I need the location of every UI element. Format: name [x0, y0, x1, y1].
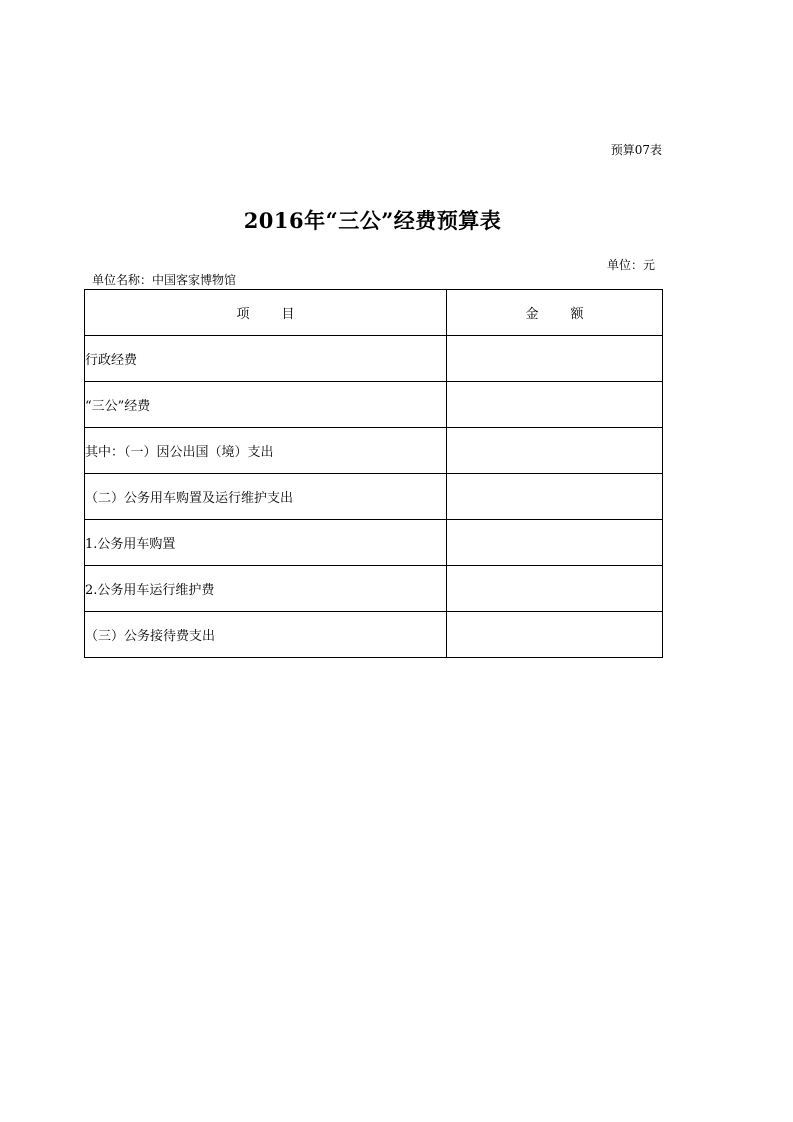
organization-name: 单位名称：中国客家博物馆 — [92, 273, 237, 287]
amount-header-char-1: 金 — [525, 307, 539, 322]
item-header-char-2: 目 — [281, 307, 295, 322]
table-row — [85, 428, 663, 474]
page-title: 2016年“三公”经费预算表 — [243, 208, 502, 233]
form-number: 预算07表 — [610, 143, 662, 157]
table-row — [85, 382, 663, 428]
row-item-vehicle-maintenance: 2.公务用车运行维护费 — [85, 566, 447, 612]
row-item-official-vehicles: （二）公务用车购置及运行维护支出 — [85, 474, 447, 520]
row-item-official-reception: （三）公务接待费支出 — [85, 612, 447, 658]
row-item-overseas-travel: 其中：（一）因公出国（境）支出 — [85, 428, 447, 474]
row-item-administrative-expenses: 行政经费 — [85, 336, 447, 382]
item-column-header — [85, 290, 447, 336]
row-amount-vehicle-maintenance — [447, 566, 663, 612]
item-header-char-1: 项 — [236, 307, 250, 322]
table-row — [85, 474, 663, 520]
amount-column-header — [447, 290, 663, 336]
table-row — [85, 566, 663, 612]
row-amount-three-public-expenses — [447, 382, 663, 428]
row-item-three-public-expenses: “三公”经费 — [85, 382, 447, 428]
row-amount-overseas-travel — [447, 428, 663, 474]
budget-table — [84, 289, 663, 658]
table-row — [85, 520, 663, 566]
row-amount-official-vehicles — [447, 474, 663, 520]
table-row — [85, 612, 663, 658]
table-header-row — [85, 290, 663, 336]
currency-unit-label: 单位：元 — [606, 258, 655, 272]
row-amount-administrative-expenses — [447, 336, 663, 382]
amount-header-char-2: 额 — [570, 307, 584, 322]
row-amount-vehicle-purchase — [447, 520, 663, 566]
row-item-vehicle-purchase: 1.公务用车购置 — [85, 520, 447, 566]
row-amount-official-reception — [447, 612, 663, 658]
table-row — [85, 336, 663, 382]
